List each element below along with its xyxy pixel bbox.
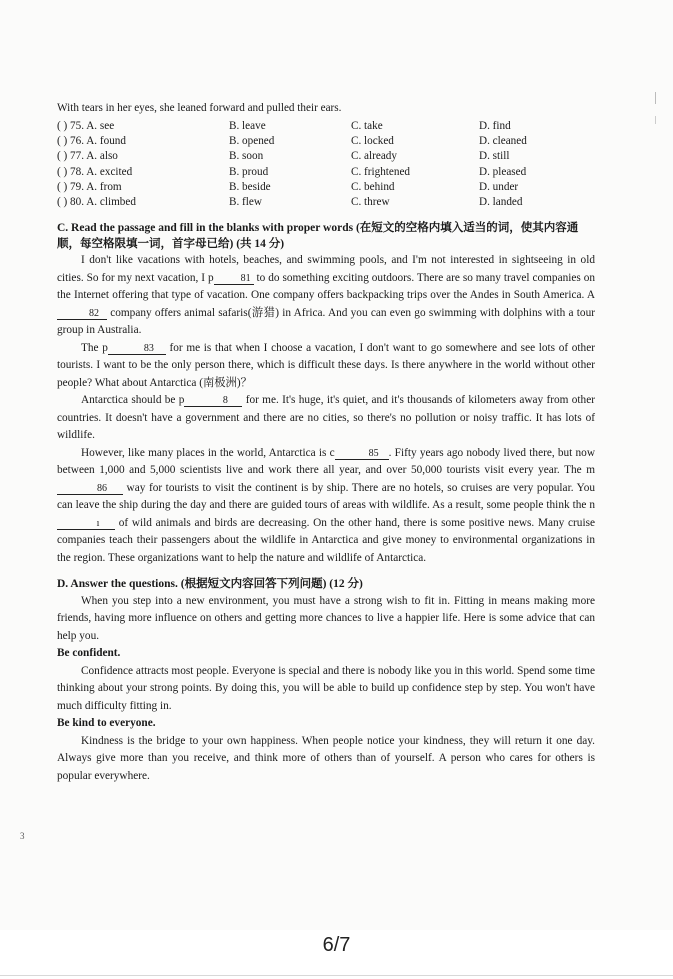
section-c-heading: C. Read the passage and fill in the blanks with proper words (在短文的空格内填入适当的词，使其内容通顺，每空格限填一词，首字母已给) (共 14 分) — [57, 222, 579, 250]
passage-text: I don't like vacations with hotels, beaches, and swimming pools, and I'm not interested in sightseeing in old cities. So for my next vacation, I p — [57, 254, 595, 284]
blank-81[interactable]: 81 — [214, 273, 254, 285]
blank-86[interactable]: 86 — [57, 483, 123, 495]
choice-a: ( ) 80. A. climbed — [57, 195, 136, 208]
choice-d: D. under — [479, 180, 519, 193]
choice-a: ( ) 77. A. also — [57, 150, 118, 163]
choice-b: B. proud — [229, 165, 269, 178]
section-c-paragraph — [57, 340, 595, 393]
choice-a: ( ) 78. A. excited — [57, 165, 133, 178]
passage-text: . Fifty years ago nobody lived there, but now between 1,000 and 5,000 scientists live and work there all year, and over 50,000 tourists visit every year. The m — [57, 446, 595, 477]
section-d-paragraph: When you step into a new environment, you must have a strong wish to fit in. Fitting in means making more friends, having more influence on others and getting more chances to live a happier life. Here is some advice that can help you. — [57, 594, 595, 642]
section-c-paragraph — [57, 445, 595, 568]
choice-list — [57, 119, 595, 210]
passage-text: However, like many places in the world, Antarctica is c — [81, 446, 335, 459]
choice-d: D. pleased — [479, 165, 527, 178]
choice-c: C. threw — [351, 195, 390, 208]
blank-82[interactable]: 82 — [57, 308, 107, 320]
choice-row-77 — [57, 149, 595, 164]
choice-row-76 — [57, 134, 595, 149]
choice-d: D. find — [479, 120, 511, 132]
choice-row-78 — [57, 165, 595, 180]
blank-84[interactable]: 8 — [184, 395, 242, 407]
footer-divider — [0, 975, 673, 976]
choice-c: C. locked — [351, 135, 394, 148]
choice-d: D. cleaned — [479, 135, 527, 148]
choice-a: ( ) 75. A. see — [57, 120, 115, 132]
choice-b: B. opened — [229, 135, 275, 148]
passage-text: for me is that when I choose a vacation, I don't want to go somewhere and see lots of other tourists. I want to be the only person there, which is difficult these days. Is there anywhere in the world without other people? What about Antarctica (南极洲)？ — [57, 341, 595, 389]
choice-row-79 — [57, 180, 595, 195]
blank-87[interactable]: ı — [57, 518, 115, 530]
choice-row-80 — [57, 195, 595, 210]
passage-text: Antarctica should be p — [81, 394, 185, 407]
page-content — [57, 101, 595, 785]
section-c-paragraph — [57, 252, 595, 340]
margin-page-number: 3 — [20, 831, 25, 841]
choice-b: B. soon — [229, 150, 264, 163]
choice-c: C. frightened — [351, 165, 411, 178]
advice-heading: Be kind to everyone. — [57, 717, 156, 730]
scan-edge-mark — [655, 116, 656, 124]
choice-a: ( ) 76. A. found — [57, 135, 126, 148]
choice-b: B. flew — [229, 195, 262, 208]
blank-85[interactable]: 85 — [335, 448, 389, 460]
passage-text: way for tourists to visit the continent is by ship. There are no hotels, so cruises are very popular. You can leave the ship during the day and there are guided tours of areas with wildlife. As a result, some people think the n — [57, 481, 595, 512]
choice-d: D. still — [479, 150, 510, 163]
choice-c: C. already — [351, 150, 397, 163]
choice-c: C. take — [351, 120, 383, 132]
passage-text: for me. It's huge, it's quiet, and it's thousands of kilometers away from other countries. It doesn't have a government and there are no cities, so there's no pollution or noisy traffic. It has lots of wildlife. — [57, 394, 595, 442]
section-d-heading: D. Answer the questions. (根据短文内容回答下列问题) (12 分) — [57, 578, 363, 591]
passage-text: company offers animal safaris(游猎) in Africa. And you can even go swimming with dolphins with a tour group in Australia. — [57, 306, 595, 337]
section-c-paragraph — [57, 392, 595, 445]
scan-edge-mark — [655, 92, 656, 104]
passage-text: to do something exciting outdoors. There are so many travel companies on the Internet offering that type of vacation. One company offers backpacking trips over the Andes in South America. A — [57, 271, 595, 302]
section-d-paragraph: Confidence attracts most people. Everyone is special and there is nobody like you in this world. Spend some time thinking about your strong points. By doing this, you will be able to build up confidence step by step. You won't have much difficulty fitting in. — [57, 664, 595, 712]
passage-text: of wild animals and birds are decreasing. On the other hand, there is some positive news. Many cruise companies teach their passengers about the wildlife in Antarctica and give money to environmental organizations in the region. These organizations want to help the nature and wildlife of Antarctica. — [57, 516, 595, 564]
advice-heading: Be confident. — [57, 647, 121, 660]
page-indicator: 6/7 — [322, 934, 351, 956]
choice-b: B. leave — [229, 120, 266, 132]
passage-b-ending: With tears in her eyes, she leaned forward and pulled their ears. — [57, 102, 342, 114]
choice-d: D. landed — [479, 195, 523, 208]
blank-83[interactable]: 83 — [108, 343, 166, 355]
choice-row-75 — [57, 119, 595, 134]
choice-a: ( ) 79. A. from — [57, 180, 122, 193]
choice-b: B. beside — [229, 180, 271, 193]
section-d-paragraph: Kindness is the bridge to your own happiness. When people notice your kindness, they will return it one day. Always give more than you receive, and think more of others than of yourself. A person who cares for others is popular everywhere. — [57, 734, 595, 782]
passage-text: The p — [81, 341, 108, 354]
choice-c: C. behind — [351, 180, 395, 193]
